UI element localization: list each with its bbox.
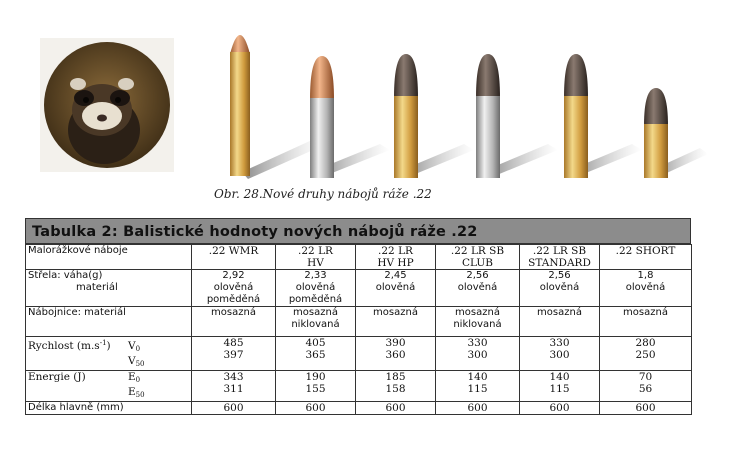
cartridge-22-lr-sb-club <box>476 54 558 178</box>
cell-line: mosazná <box>623 307 668 318</box>
velocity-cell <box>356 337 436 371</box>
case-cell <box>600 307 692 337</box>
cell-line: 2,33 <box>304 270 327 281</box>
cartridge-22-lr-sb-standard <box>564 54 642 178</box>
header-label: Malorážkové náboje <box>26 245 192 270</box>
cell-value: 390 <box>385 337 406 349</box>
cell-value: 155 <box>305 383 326 395</box>
velocity-cell <box>436 337 520 371</box>
cell-line: 2,92 <box>222 270 245 281</box>
cell-line: olověná <box>213 282 254 293</box>
cell-value: 405 <box>305 337 326 349</box>
bullet-cell <box>520 270 600 307</box>
cell-line: niklovaná <box>291 319 340 330</box>
col-header <box>276 245 356 270</box>
energy-cell <box>276 371 356 402</box>
energy-cell <box>436 371 520 402</box>
cell-value: 311 <box>223 383 244 395</box>
bullet-material-label: materiál <box>76 282 118 293</box>
bullet-cell <box>356 270 436 307</box>
cell-line: .22 LR SB <box>450 245 505 257</box>
cell-line: mosazná <box>373 307 418 318</box>
col-header <box>192 245 276 270</box>
velocity-label: Rychlost $(m.s^{-1})$ $V_0$ $V_{50}$ <box>26 337 192 371</box>
cartridge-22-lr-hv-hp <box>394 54 474 178</box>
case-cell <box>276 307 356 337</box>
cell-value: 56 <box>638 383 653 395</box>
cell-value: 115 <box>549 383 570 395</box>
barrel-cell: 600 <box>600 402 692 415</box>
energy-cell <box>356 371 436 402</box>
bullet-cell <box>600 270 692 307</box>
cell-line: olověná <box>457 282 498 293</box>
cell-value: 140 <box>467 371 488 383</box>
velocity-cell <box>600 337 692 371</box>
cell-value: 190 <box>305 371 326 383</box>
cell-line: mosazná <box>455 307 500 318</box>
energy-cell <box>192 371 276 402</box>
cell-line: 2,56 <box>548 270 571 281</box>
energy-label: Energie (J) $E_0$ $E_{50}$ <box>26 371 192 402</box>
case-cell <box>520 307 600 337</box>
ferret-image <box>40 38 174 172</box>
cell-value: 330 <box>467 337 488 349</box>
cartridge-22-short <box>644 88 708 178</box>
cartridges-illustration <box>212 14 712 184</box>
figure-caption: Obr. 28.Nové druhy nábojů ráže .22 <box>214 187 432 201</box>
cell-line: olověná <box>295 282 336 293</box>
cell-line: .22 LR SB <box>532 245 587 257</box>
cell-value: 365 <box>305 349 326 361</box>
barrel-label: Délka hlavně (mm) <box>26 402 192 415</box>
barrel-cell: 600 <box>276 402 356 415</box>
cell-value: 250 <box>635 349 656 361</box>
bullet-weight-label: Střela: váha(g) <box>28 270 103 281</box>
cartridge-22-wmr <box>230 35 322 179</box>
col-header <box>600 245 692 270</box>
barrel-cell: 600 <box>436 402 520 415</box>
table-title: Tabulka 2: Balistické hodnoty nových nábojů ráže .22 <box>25 218 691 244</box>
cell-line: 1,8 <box>637 270 654 281</box>
col-header <box>356 245 436 270</box>
cell-value: 158 <box>385 383 406 395</box>
cell-line: poměděná <box>288 294 343 305</box>
cell-value: 343 <box>223 371 244 383</box>
case-row <box>26 307 692 337</box>
header-row <box>26 245 692 270</box>
ferret-photo <box>40 38 174 172</box>
case-label: Nábojnice: materiál <box>26 307 192 337</box>
cell-value: 397 <box>223 349 244 361</box>
bullet-cell <box>276 270 356 307</box>
cell-line: mosazná <box>293 307 338 318</box>
cell-line: olověná <box>375 282 416 293</box>
cell-line: niklovaná <box>453 319 502 330</box>
cell-line: HV <box>307 257 324 269</box>
ballistic-table-container <box>25 218 691 415</box>
bullet-cell <box>436 270 520 307</box>
col-header <box>520 245 600 270</box>
velocity-cell <box>276 337 356 371</box>
cell-value: 330 <box>549 337 570 349</box>
energy-cell <box>520 371 600 402</box>
cartridge-22-lr-hv <box>310 56 390 178</box>
cell-value: 140 <box>549 371 570 383</box>
cell-line: olověná <box>539 282 580 293</box>
cell-value: 300 <box>467 349 488 361</box>
cell-value: 280 <box>635 337 656 349</box>
case-cell <box>192 307 276 337</box>
barrel-cell: 600 <box>356 402 436 415</box>
bullet-row <box>26 270 692 307</box>
case-cell <box>436 307 520 337</box>
cell-line: .22 LR <box>378 245 413 257</box>
energy-cell <box>600 371 692 402</box>
cell-line: CLUB <box>462 257 493 269</box>
cell-value: 185 <box>385 371 406 383</box>
bullet-cell <box>192 270 276 307</box>
cell-line: mosazná <box>537 307 582 318</box>
energy-row <box>26 371 692 402</box>
cell-line: 2,56 <box>466 270 489 281</box>
barrel-row <box>26 402 692 415</box>
velocity-cell <box>520 337 600 371</box>
cell-line: mosazná <box>211 307 256 318</box>
cell-line: HV HP <box>377 257 414 269</box>
case-cell <box>356 307 436 337</box>
cell-line: .22 SHORT <box>615 245 676 257</box>
cell-value: 360 <box>385 349 406 361</box>
cell-value: 70 <box>638 371 653 383</box>
col-header <box>436 245 520 270</box>
barrel-cell: 600 <box>520 402 600 415</box>
cell-line: poměděná <box>206 294 261 305</box>
cell-line: STANDARD <box>528 257 591 269</box>
cell-line: .22 WMR <box>208 245 259 257</box>
ballistic-table <box>25 244 692 415</box>
velocity-row <box>26 337 692 371</box>
cell-line: .22 LR <box>298 245 333 257</box>
cell-line: 2,45 <box>384 270 407 281</box>
bullet-label <box>26 270 192 307</box>
cell-value: 485 <box>223 337 244 349</box>
velocity-cell <box>192 337 276 371</box>
cell-value: 115 <box>467 383 488 395</box>
cell-line: olověná <box>625 282 666 293</box>
barrel-cell: 600 <box>192 402 276 415</box>
cell-value: 300 <box>549 349 570 361</box>
